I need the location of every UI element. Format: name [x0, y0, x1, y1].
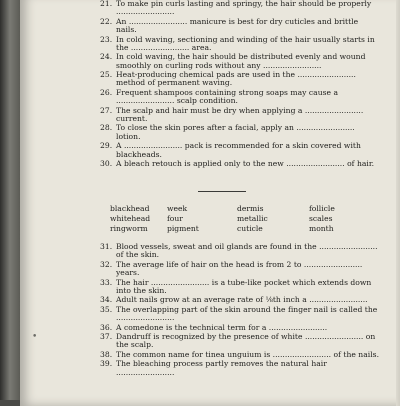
word-bank [110, 204, 370, 233]
word-bank-term: cuticle [237, 224, 263, 233]
word-bank-term: month [309, 224, 334, 233]
word-bank-term: dermis [237, 204, 264, 213]
question-list-bottom [20, 243, 400, 378]
question-number: 28. [100, 123, 113, 133]
margin-mark: • [32, 332, 38, 342]
question-number: 21. [100, 0, 113, 8]
word-bank-term: four [167, 214, 183, 223]
question-item [20, 333, 400, 350]
question-number: 27. [100, 105, 113, 115]
question-item [20, 360, 400, 377]
question-item [20, 279, 400, 296]
question-text: Frequent shampoos containing strong soaps may cause a ........................ scalp condition. [116, 87, 339, 106]
book-spine [0, 0, 22, 400]
word-bank-term: pigment [167, 224, 199, 233]
question-text: The hair ........................ is a tube-like pocket which extends down into the skin. [116, 277, 372, 295]
question-item [20, 36, 400, 53]
question-item [20, 71, 400, 88]
question-item [20, 0, 400, 17]
question-number: 30. [100, 159, 113, 169]
worksheet-page [20, 0, 400, 406]
question-number: 22. [100, 16, 113, 26]
question-number: 36. [100, 322, 113, 332]
question-text: To close the skin pores after a facial, apply an ........................ lotion. [116, 123, 355, 141]
word-bank-term: ringworm [110, 224, 148, 233]
word-bank-term: week [167, 204, 188, 213]
question-number: 35. [100, 304, 113, 314]
question-text: The average life of hair on the head is from 2 to ........................ years. [116, 259, 363, 278]
question-item [20, 18, 400, 35]
question-item [20, 53, 400, 70]
question-item [20, 261, 400, 278]
question-item [20, 124, 400, 141]
question-text: The bleaching process partly removes the natural hair ........................ [116, 359, 327, 377]
question-item [20, 160, 400, 168]
question-text: Heat-producing chemical pads are used in the ........................ method of permanent waving. [116, 70, 356, 88]
question-text: A bleach retouch is applied only to the new ........................ of hair. [116, 159, 375, 169]
question-number: 24. [100, 52, 113, 62]
question-text: Blood vessels, sweat and oil glands are found in the ........................ of the skin. [116, 242, 378, 260]
question-number: 32. [100, 259, 113, 269]
question-number: 23. [100, 34, 113, 44]
question-number: 38. [100, 349, 113, 359]
question-text: The common name for tinea unguium is ........................ of the nails. [116, 349, 380, 359]
question-list-top [20, 0, 400, 170]
question-item [20, 107, 400, 124]
question-number: 26. [100, 87, 113, 97]
word-bank-term: whitehead [110, 214, 151, 223]
question-item [20, 142, 400, 159]
word-bank-term: blackhead [110, 204, 150, 213]
question-item [20, 306, 400, 323]
question-text: The overlapping part of the skin around the finger nail is called the ........................ [116, 304, 378, 323]
word-bank-term: scales [309, 214, 333, 223]
question-text: In cold waving, sectioning and winding of the hair usually starts in the ........................ area. [116, 34, 375, 52]
question-item [20, 89, 400, 106]
question-text: The scalp and hair must be dry when applying a ........................ current. [116, 105, 364, 123]
question-text: A comedone is the technical term for a ........................ [116, 322, 328, 332]
section-divider [198, 191, 246, 192]
question-item [20, 243, 400, 260]
question-text: In cold waving, the hair should be distributed evenly and wound smoothly on curling rods without any ........................ [116, 52, 366, 70]
word-bank-term: follicle [309, 204, 335, 213]
question-text: To make pin curls lasting and springy, the hair should be properly ........................ [116, 0, 372, 17]
question-number: 25. [100, 70, 113, 80]
question-number: 39. [100, 359, 113, 369]
question-item [20, 324, 400, 332]
question-text: Dandruff is recognized by the presence of white ........................ on the scalp. [116, 332, 376, 350]
question-number: 37. [100, 332, 113, 342]
question-text: A ........................ pack is recommended for a skin covered with blackheads. [116, 141, 361, 159]
question-text: Adult nails grow at an average rate of ⅛th inch a ........................ [116, 295, 368, 305]
question-number: 29. [100, 141, 113, 151]
question-item [20, 296, 400, 304]
question-item [20, 351, 400, 359]
question-number: 33. [100, 277, 113, 287]
question-number: 31. [100, 242, 113, 251]
word-bank-term: metallic [237, 214, 268, 223]
question-text: An ........................ manicure is best for dry cuticles and brittle nails. [116, 16, 359, 35]
question-number: 34. [100, 295, 113, 305]
